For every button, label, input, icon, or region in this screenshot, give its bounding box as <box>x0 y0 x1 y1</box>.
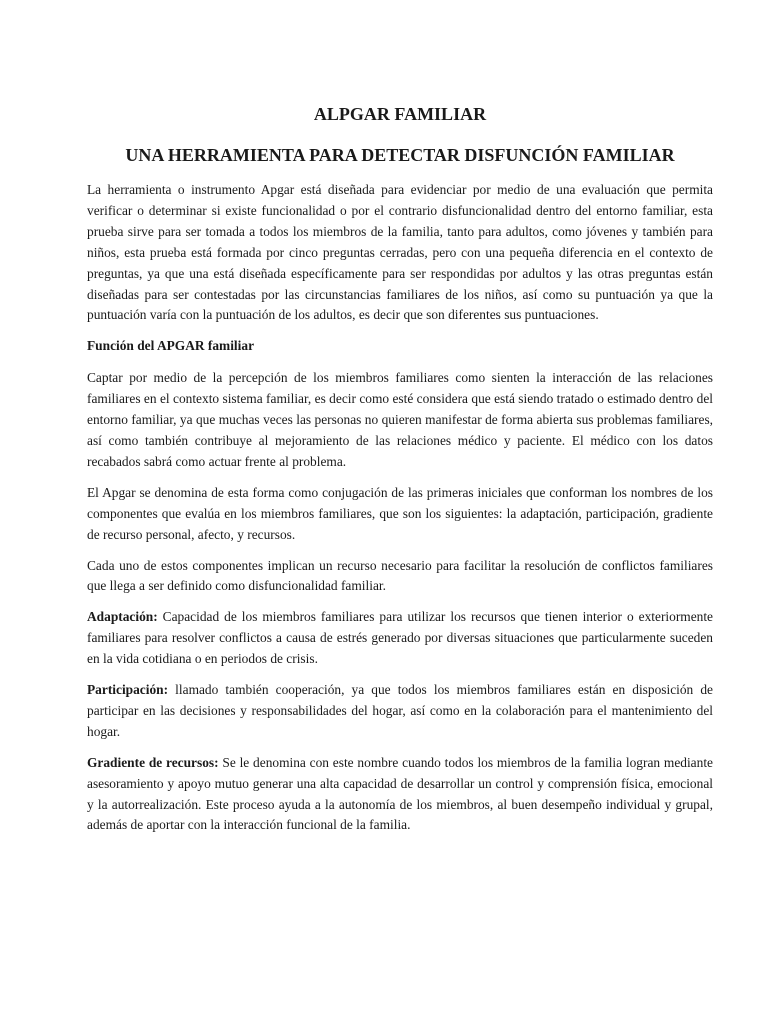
participacion-text: llamado también cooperación, ya que todos los miembros familiares están en disposición de participar en las decisiones y responsabilidades del hogar, así como en la colaboración para el mantenimiento del hogar. <box>87 682 713 739</box>
adaptacion-text: Capacidad de los miembros familiares para utilizar los recursos que tienen interior o exteriormente familiares para resolver conflictos a causa de estrés generado por diversas situaciones que particularmente suceden en la vida cotidiana o en periodos de crisis. <box>87 609 713 667</box>
document-title: ALPGAR FAMILIAR <box>313 104 487 124</box>
gradiente-text: Se le denomina con este nombre cuando todos los miembros de la familia logran mediante asesoramiento y apoyo mutuo generar una alta capacidad de desarrollar un control y comprensión física, emocional y la autorrealización. Este proceso ayuda a la autonomía de los miembros, al buen desempeño individual y grupal, además de aportar con la interacción funcional de la familia. <box>87 754 713 833</box>
gradiente-paragraph <box>87 753 713 837</box>
participacion-paragraph <box>87 680 713 743</box>
document-body <box>87 180 713 846</box>
funcion-paragraph: Captar por medio de la percepción de los miembros familiares como sienten la interacción de las relaciones familiares en el contexto sistema familiar, es decir como esté considera que está siendo tratado o estimado dentro del entorno familiar, ya que muchas veces las personas no quieren manifestar de forma abierta sus problemas familiares, así como también contribuye al mejoramiento de las relaciones médico y paciente. El médico con los datos recabados sabrá como actuar frente al problema. <box>87 370 713 469</box>
apgar-paragraph: El Apgar se denomina de esta forma como conjugación de las primeras iniciales que conforman los nombres de los componentes que evalúa en los miembros familiares, que son los siguientes: la adaptación, participación, gradiente de recurso personal, afecto, y recursos. <box>87 484 713 542</box>
intro-paragraph: La herramienta o instrumento Apgar está diseñada para evidenciar por medio de una evaluación que permita verificar o determinar si existe funcionalidad o por el contrario disfuncionalidad dentro del entorno familiar, esta prueba sirve para ser tomada a todos los miembros de la familia, tanto para adultos, como jóvenes y también para niños, esta prueba está formada por cinco preguntas cerradas, pero con una pequeña diferencia en el contexto de preguntas, ya que una está diseñada específicamente para ser respondidas por adultos y las otras preguntas están diseñadas para ser contestadas por las circunstancias familiares de los niños, así como su puntuación ya que la puntuación varía con la puntuación de los adultos, es decir que son diferentes sus puntuaciones. <box>87 182 713 323</box>
document-subtitle: UNA HERRAMIENTA PARA DETECTAR DISFUNCIÓN FAMILIAR <box>125 145 675 165</box>
participacion-term: Participación: <box>87 682 169 698</box>
componentes-paragraph: Cada uno de estos componentes implican un recurso necesario para facilitar la resolución de conflictos familiares que llega a ser definido como disfuncionalidad familiar. <box>87 557 713 594</box>
gradiente-term: Gradiente de recursos: <box>87 754 219 770</box>
adaptacion-paragraph <box>87 607 713 670</box>
adaptacion-term: Adaptación: <box>87 609 158 625</box>
section-heading: Función del APGAR familiar <box>87 338 255 354</box>
